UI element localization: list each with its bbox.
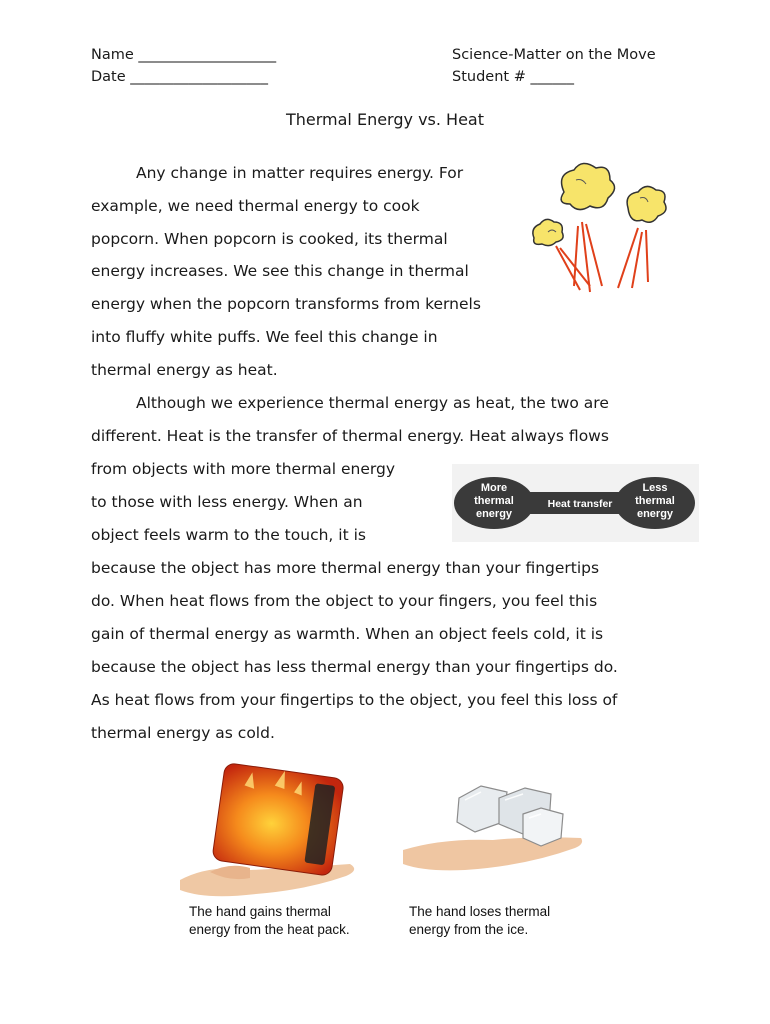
body-line: because the object has less thermal energy than your fingertips do. <box>91 658 618 676</box>
body-line: Any change in matter requires energy. For <box>136 164 464 182</box>
heat-pack-caption <box>189 903 350 939</box>
diagram-left-line-1: More <box>480 482 508 494</box>
diagram-left-line-3: energy <box>475 508 513 520</box>
header-right <box>452 44 656 88</box>
popcorn-image <box>526 162 686 312</box>
caption-line: The hand gains thermal <box>189 904 331 919</box>
student-number-label: Student # ______ <box>452 69 574 85</box>
heat-pack-image <box>180 760 365 900</box>
body-line: object feels warm to the touch, it is <box>91 526 366 544</box>
body-line: from objects with more thermal energy <box>91 460 396 478</box>
body-line: Although we experience thermal energy as heat, the two are <box>136 394 609 412</box>
body-line: to those with less energy. When an <box>91 493 363 511</box>
ice-cubes-image <box>403 770 583 885</box>
body-line: energy increases. We see this change in thermal <box>91 262 469 280</box>
diagram-right-line-1: Less <box>642 482 668 494</box>
diagram-left-line-2: thermal <box>474 495 514 507</box>
body-line: popcorn. When popcorn is cooked, its thermal <box>91 230 448 248</box>
body-line: example, we need thermal energy to cook <box>91 197 420 215</box>
caption-line: energy from the ice. <box>409 922 529 937</box>
diagram-right-line-2: thermal <box>635 495 675 507</box>
heat-transfer-diagram <box>452 464 699 542</box>
body-line: into fluffy white puffs. We feel this change in <box>91 328 438 346</box>
diagram-right-line-3: energy <box>636 508 674 520</box>
body-line: because the object has more thermal energy than your fingertips <box>91 559 600 577</box>
body-line: As heat flows from your fingertips to the object, you feel this loss of <box>91 691 618 709</box>
caption-line: The hand loses thermal <box>409 904 551 919</box>
body-line: thermal energy as heat. <box>91 361 278 379</box>
page-title: Thermal Energy vs. Heat <box>285 110 484 129</box>
ice-caption <box>409 903 550 939</box>
body-line: energy when the popcorn transforms from kernels <box>91 295 481 313</box>
caption-line: energy from the heat pack. <box>189 922 350 937</box>
body-line: gain of thermal energy as warmth. When an object feels cold, it is <box>91 625 604 643</box>
body-line: thermal energy as cold. <box>91 724 275 742</box>
body-line: do. When heat flows from the object to your fingers, you feel this <box>91 592 598 610</box>
name-field-label: Name ___________________ <box>91 47 277 63</box>
course-title: Science-Matter on the Move <box>452 47 656 63</box>
header-left <box>91 44 276 88</box>
date-field-label: Date ___________________ <box>91 69 269 85</box>
diagram-arrow-label: Heat transfer <box>547 498 613 510</box>
body-line: different. Heat is the transfer of thermal energy. Heat always flows <box>91 427 609 445</box>
